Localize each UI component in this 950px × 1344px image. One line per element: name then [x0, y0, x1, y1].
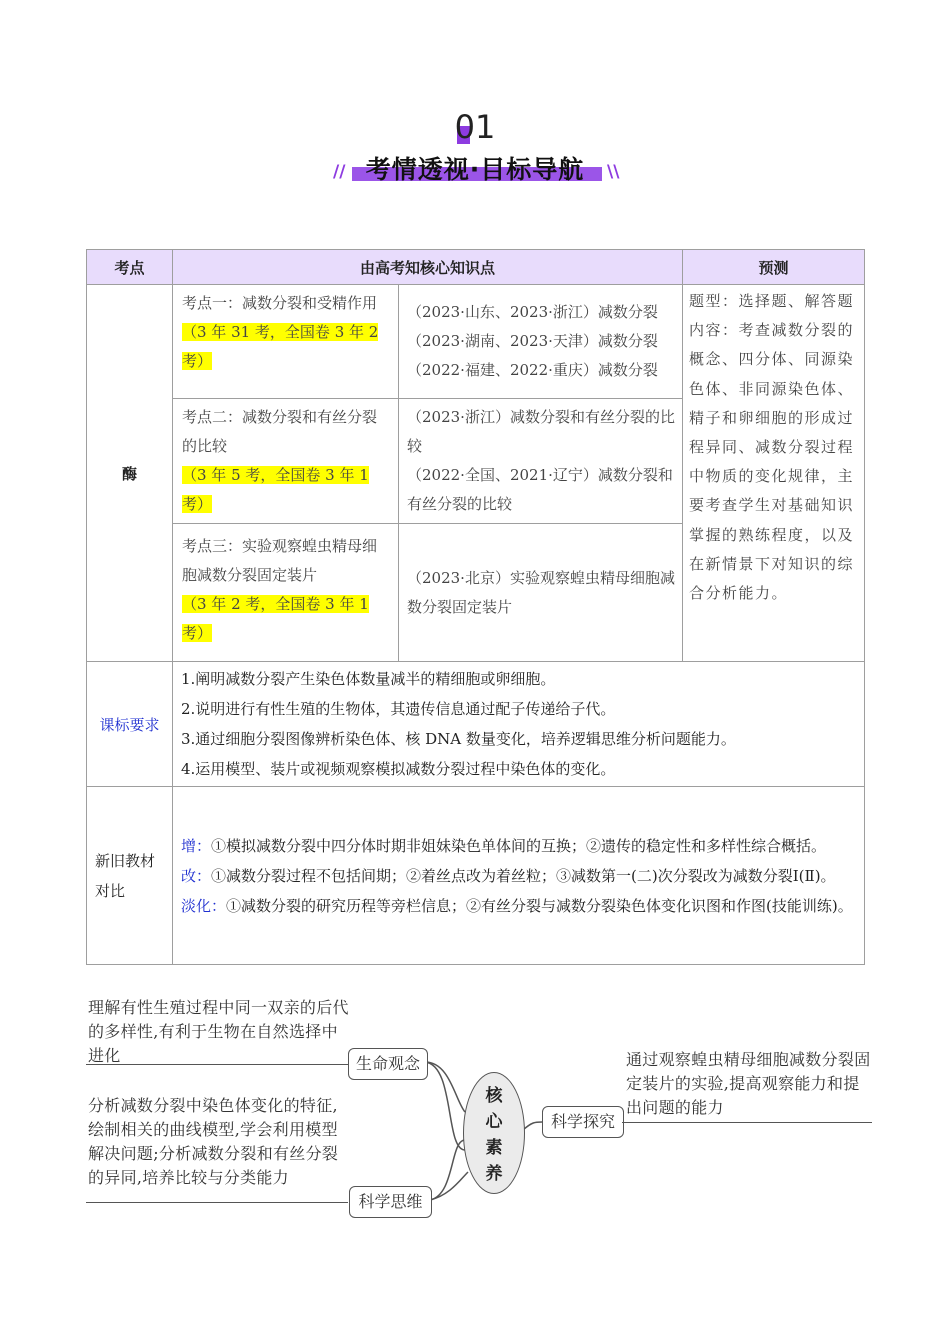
- standard-item: 1.阐明减数分裂产生染色体数量减半的精细胞或卵细胞。: [181, 670, 556, 688]
- reference: （2023·山东、2023·浙江）减数分裂: [407, 303, 658, 321]
- sci-thinking-node: 科学思维: [349, 1186, 432, 1218]
- col-header-prediction: 预测: [683, 250, 865, 285]
- compare-tag: 淡化：: [181, 896, 227, 915]
- point-count-highlight: （3 年 31 考，全国卷 3 年 2 考）: [182, 323, 379, 370]
- life-view-line: [86, 1064, 348, 1065]
- point-count-highlight: （3 年 5 考，全国卷 3 年 1 考）: [182, 466, 369, 513]
- center-char: 心: [485, 1112, 503, 1132]
- col-header-knowledge: 由高考知核心知识点: [173, 250, 683, 285]
- title-left-deco: //: [333, 162, 346, 182]
- prediction-content: 题型：选择题、解答题 内容：考查减数分裂的概念、四分体、同源染色体、非同源染色体、精子和卵细胞的形成过程异同、减数分裂过程中物质的变化规律，主要考查学生对基础知识掌握的熟练程度，以及在新情景下对知识的综合分析能力。: [689, 292, 855, 603]
- standard-item: 3.通过细胞分裂图像辨析染色体、核 DNA 数量变化，培养逻辑思维分析问题能力。: [181, 730, 736, 748]
- life-view-node: 生命观念: [348, 1048, 428, 1080]
- point-title: 考点一：减数分裂和受精作用: [182, 294, 378, 312]
- core-literacy-node: [463, 1072, 525, 1194]
- sci-thinking-line: [86, 1202, 348, 1203]
- standard-label: 课标要求: [87, 662, 173, 787]
- compare-text: ①模拟减数分裂中四分体时期非姐妹染色单体间的互换；②遗传的稳定性和多样性综合概括。: [211, 836, 827, 855]
- col-header-point: 考点: [87, 250, 173, 285]
- compare-label: 新旧教材对比: [87, 787, 173, 965]
- center-char: 核: [485, 1086, 503, 1106]
- standard-item: 2.说明进行有性生殖的生物体，其遗传信息通过配子传递给子代。: [181, 700, 616, 718]
- compare-tag: 增：: [181, 836, 212, 855]
- section-title: 考情透视·目标导航: [365, 155, 585, 184]
- reference: （2023·北京）实验观察蝗虫精母细胞减数分裂固定装片: [407, 568, 675, 616]
- life-view-text: 理解有性生殖过程中同一双亲的后代的多样性,有利于生物在自然选择中进化: [88, 998, 349, 1065]
- sci-inquiry-line: [622, 1122, 872, 1123]
- sci-inquiry-node: 科学探究: [542, 1106, 624, 1138]
- compare-text: ①减数分裂过程不包括间期；②着丝点改为着丝粒；③减数第一(二)次分裂改为减数分裂Ⅰ(Ⅱ)。: [211, 866, 836, 885]
- sci-inquiry-text: 通过观察蝗虫精母细胞减数分裂固定装片的实验,提高观察能力和提出问题的能力: [626, 1050, 871, 1117]
- point-count-highlight: （3 年 2 考，全国卷 3 年 1 考）: [182, 595, 369, 642]
- section-number: 01: [454, 108, 496, 146]
- sci-thinking-text: 分析减数分裂中染色体变化的特征,绘制相关的曲线模型,学会利用模型解决问题;分析减数分裂和有丝分裂的异同,培养比较与分类能力: [88, 1096, 339, 1187]
- center-char: 养: [485, 1164, 503, 1184]
- title-right-deco: \\: [607, 162, 620, 182]
- reference: （2022·全国、2021·辽宁）减数分裂和有丝分裂的比较: [407, 466, 673, 513]
- reference: （2023·湖南、2023·天津）减数分裂: [407, 332, 658, 350]
- point-title: 考点二：减数分裂和有丝分裂的比较: [182, 408, 378, 455]
- reference: （2023·浙江）减数分裂和有丝分裂的比较: [407, 408, 675, 455]
- center-char: 素: [485, 1138, 503, 1158]
- point-title: 考点三：实验观察蝗虫精母细胞减数分裂固定装片: [182, 537, 378, 584]
- compare-text: ①减数分裂的研究历程等旁栏信息；②有丝分裂与减数分裂染色体变化识图和作图(技能训练)。: [226, 896, 853, 915]
- section-label: 酶: [87, 285, 173, 662]
- reference: （2022·福建、2022·重庆）减数分裂: [407, 361, 658, 379]
- compare-tag: 改：: [181, 866, 212, 885]
- standard-item: 4.运用模型、装片或视频观察模拟减数分裂过程中染色体的变化。: [181, 760, 616, 778]
